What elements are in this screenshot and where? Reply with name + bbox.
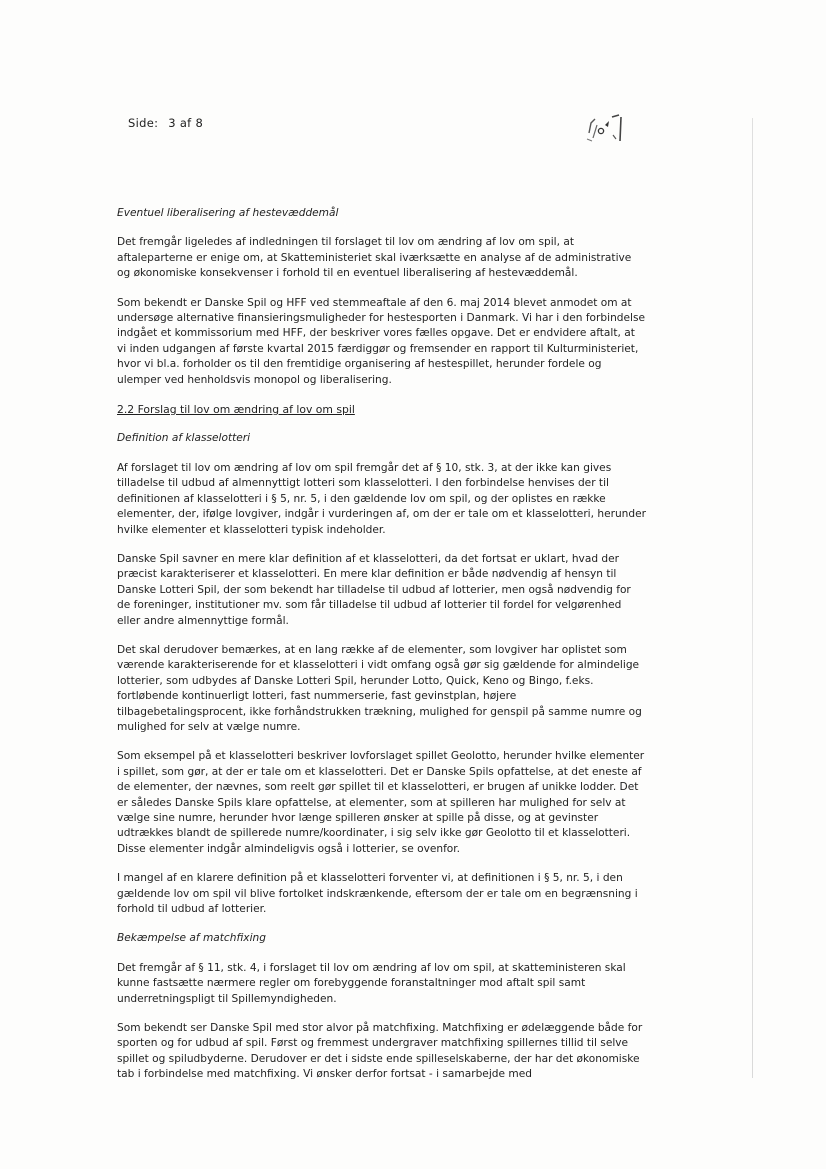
heading-matchfixing: Bekæmpelse af matchfixing (117, 932, 266, 945)
page-number-label: Side: (128, 116, 159, 130)
paragraph: Som eksempel på et klasselotteri beskriver lovforslaget spillet Geolotto, herunder hvilke elementer i spillet, som gør, at der er tale om et klasselotteri. Det er Danske Spils opfattelse, at det eneste af de elementer, der nævnes, som reelt gør spillet til et klasselotteri, er brugen af unikke lodder. Det er således Danske Spils klare opfattelse, at elementer, som at spilleren har mulighed for selv at vælge sine numre, herunder hvor længe spilleren ønsker at spille på disse, og at gevinster udtrækkes blandt de spillerede numre/koordinater, i sig selv ikke gør Geolotto til et klasselotteri. Disse elementer indgår almindeligvis også i lotterier, se ovenfor. (117, 750, 645, 855)
paragraph: Det fremgår af § 11, stk. 4, i forslaget til lov om ændring af lov om spil, at skatteministeren skal kunne fastsætte nærmere regler om forebyggende foranstaltninger mod aftalt spil samt underretningspligt til Spillemyndigheden. (117, 961, 626, 1005)
section-heading-2-2: 2.2 Forslag til lov om ændring af lov om spil (117, 403, 355, 417)
paragraph: Som bekendt er Danske Spil og HFF ved stemmeaftale af den 6. maj 2014 blevet anmodet om at undersøge alternative finansieringsmuligheder for hestesporten i Danmark. Vi har i den forbindelse indgået et kommissorium med HFF, der beskriver vores fælles opgave. Det er endvidere aftalt, at vi inden udgangen af første kvartal 2015 færdiggør og fremsender en rapport til Kulturministeriet, hvor vi bl.a. forholder os til den fremtidige organisering af hestespillet, herunder fordele og ulemper ved henholdsvis monopol og liberalisering. (117, 296, 646, 386)
paragraph: Af forslaget til lov om ændring af lov om spil fremgår det af § 10, stk. 3, at der ikke kan gives tilladelse til udbud af almennyttigt lotteri som klasselotteri. I den forbindelse henvises der til definitionen af klasselotteri i § 5, nr. 5, i den gældende lov om spil, og der oplistes en række elementer, der, ifølge lovgiver, indgår i vurderingen af, om der er tale om et klasselotteri, herunder hvilke elementer et klasselotteri typisk indeholder. (117, 461, 646, 536)
scan-edge-line (752, 118, 753, 1078)
paragraph: Som bekendt ser Danske Spil med stor alvor på matchfixing. Matchfixing er ødelæggende både for sporten og for udbud af spil. Først og fremmest undergraver matchfixing spillernes tillid til selve spillet og spiludbyderne. Derudover er det i sidste ende spilleselskaberne, der har det økonomiske tab i forbindelse med matchfixing. Vi ønsker derfor fortsat - i samarbejde med (117, 1022, 643, 1081)
page-number-value: 3 af 8 (168, 116, 204, 130)
heading-klasselotteri: Definition af klasselotteri (117, 432, 251, 445)
letter-body (117, 206, 647, 1097)
paragraph: I mangel af en klarere definition på et klasselotteri forventer vi, at definitionen i § 5, nr. 5, i den gældende lov om spil vil blive fortolket indskrænkende, eftersom der er tale om en begrænsning i forhold til udbud af lotterier. (117, 872, 638, 916)
paragraph: Det skal derudover bemærkes, at en lang række af de elementer, som lovgiver har oplistet som værende karakteriserende for et klasselotteri i vidt omfang også gør sig gældende for almindelige lotterier, som udbydes af Danske Lotteri Spil, herunder Lotto, Quick, Keno og Bingo, f.eks. fortløbende kontinuerligt lotteri, fast nummerserie, fast gevinstplan, højere tilbagebetalingsprocent, ikke forhåndstrukken trækning, mulighed for genspil på samme numre og mulighed for selv at vælge numre. (117, 643, 642, 733)
paragraph: Danske Spil savner en mere klar definition af et klasselotteri, da det fortsat er uklart, hvad der præcist karakteriserer et klasselotteri. En mere klar definition er både nødvendig af hensyn til Danske Lotteri Spil, der som bekendt har tilladelse til udbud af lotterier, men også nødvendig for de foreninger, institutioner mv. som får tilladelse til udbud af lotterier til fordel for velgørenhed eller andre almennyttige formål. (117, 552, 631, 627)
paragraph: Det fremgår ligeledes af indledningen til forslaget til lov om ændring af lov om spil, at aftaleparterne er enige om, at Skatteministeriet skal iværksætte en analyse af de administrative og økonomiske konsekvenser i forhold til en eventuel liberalisering af hestevæddemål. (117, 236, 632, 280)
heading-liberalisering: Eventuel liberalisering af hestevæddemål (117, 207, 339, 219)
received-stamp-icon (583, 111, 627, 147)
page-number (128, 116, 203, 130)
